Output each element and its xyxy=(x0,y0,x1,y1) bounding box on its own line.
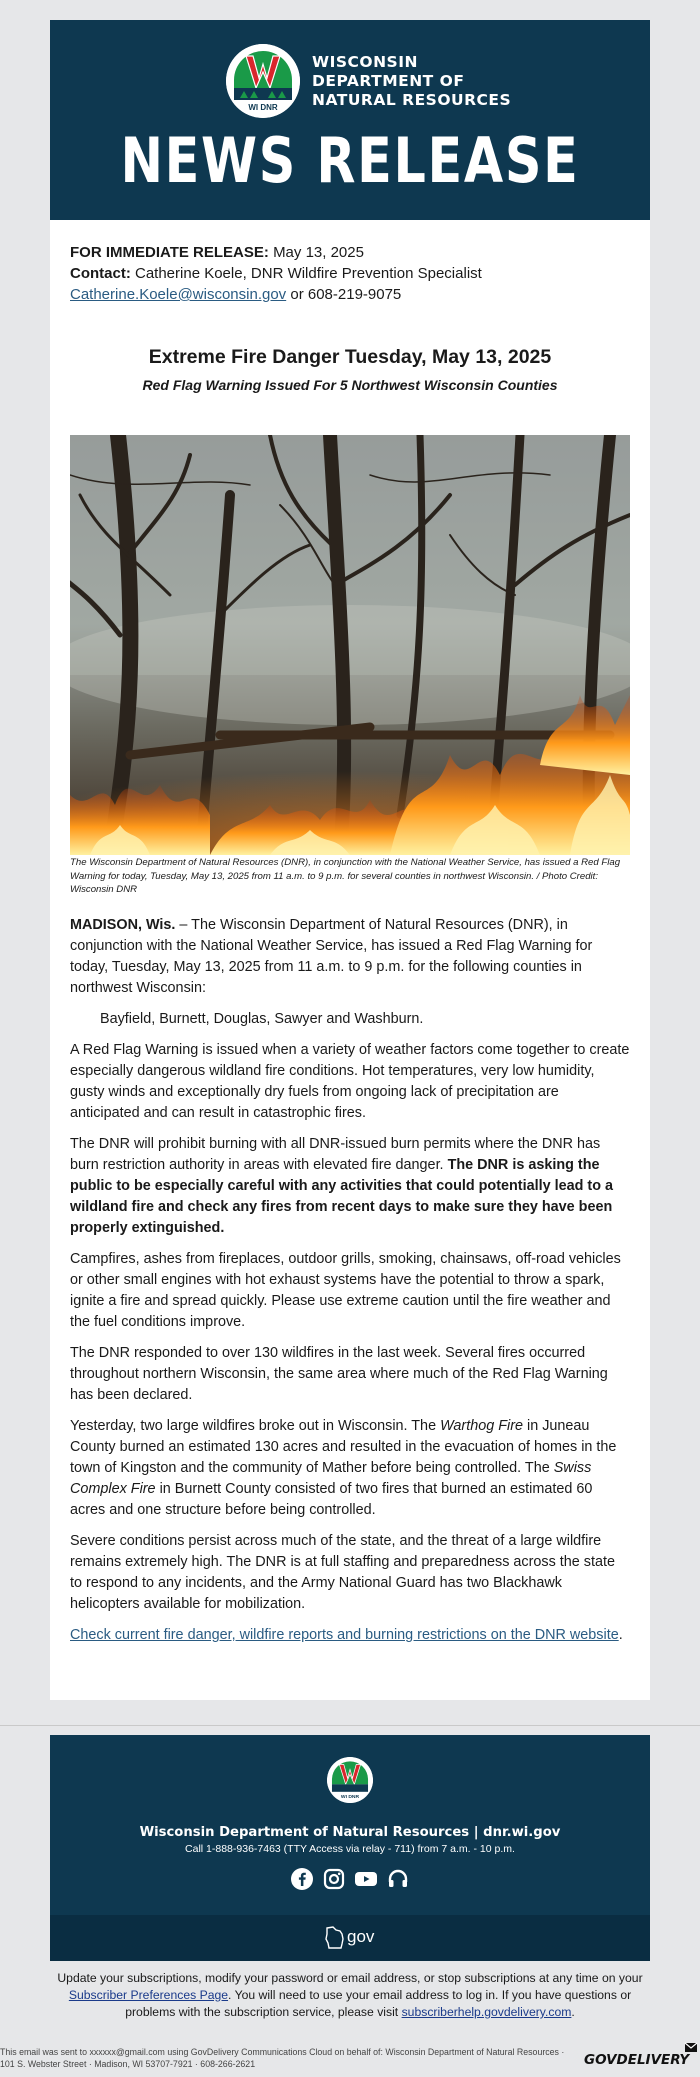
subscription-notice xyxy=(50,1970,650,2021)
youtube-icon[interactable] xyxy=(354,1867,378,1891)
paragraph-emphasis: The DNR is asking the public to be especially careful with any activities that could potentially lead to a wildland fire and check any fires from recent days to make sure they have been properly extinguished. xyxy=(70,1157,613,1236)
dnr-logo-icon xyxy=(327,1757,373,1803)
org-name xyxy=(312,53,511,110)
sender-info: This email was sent to xxxxxx@gmail.com using GovDelivery Communications Cloud on behalf of: Wisconsin Department of Natural Resources · 101 S. Webster Street · Madison, WI 53707-7921 · 608-266-2621 xyxy=(0,2047,565,2069)
fire-name: Warthog Fire xyxy=(440,1418,523,1434)
paragraph-burn-permits xyxy=(70,1134,630,1239)
paragraph-link xyxy=(70,1625,630,1646)
county-list: Bayfield, Burnett, Douglas, Sawyer and Washburn. xyxy=(100,1011,424,1027)
contact-phone: or 608-219-9075 xyxy=(286,286,402,303)
fire-danger-link[interactable]: Check current fire danger, wildfire reports and burning restrictions on the DNR website xyxy=(70,1627,619,1643)
footer-divider xyxy=(0,1725,700,1726)
wi-gov-mark[interactable] xyxy=(324,1925,374,1949)
subscriber-help-link[interactable]: subscriberhelp.govdelivery.com xyxy=(401,2005,572,2019)
subheadline: Red Flag Warning Issued For 5 Northwest Wisconsin Counties xyxy=(142,377,558,393)
social-links xyxy=(50,1867,650,1891)
paragraph-intro xyxy=(70,915,630,999)
govdelivery-envelope-icon xyxy=(684,2040,698,2058)
headline: Extreme Fire Danger Tuesday, May 13, 2025 xyxy=(148,346,552,368)
contact-name: Catherine Koele, DNR Wildfire Prevention Specialist xyxy=(135,265,482,282)
header-banner xyxy=(50,20,650,220)
paragraph-text: in Burnett County consisted of two fires that burned an estimated 60 acres and one structure before being controlled. xyxy=(70,1481,593,1518)
logo-text: WI DNR xyxy=(340,1795,360,1801)
footer-org-name: Wisconsin Department of Natural Resources | dnr.wi.gov xyxy=(139,1825,561,1840)
notice-text: . xyxy=(571,2005,575,2019)
facebook-icon[interactable] xyxy=(290,1867,314,1891)
dnr-logo-icon xyxy=(226,44,300,118)
footer-banner xyxy=(50,1735,650,1961)
org-name-line: NATURAL RESOURCES xyxy=(312,90,512,109)
contact-label: Contact: xyxy=(70,265,131,282)
govdelivery-logo[interactable]: GOVDELIVERY xyxy=(584,2052,690,2068)
dnr-logo xyxy=(226,44,300,118)
org-name-line: WISCONSIN xyxy=(312,52,418,71)
org-name-line: DEPARTMENT OF xyxy=(312,71,465,90)
subscriber-preferences-link[interactable]: Subscriber Preferences Page xyxy=(68,1988,229,2002)
dnr-logo-row xyxy=(226,44,511,118)
paragraph-red-flag: A Red Flag Warning is issued when a variety of weather factors come together to create especially dangerous wildland fire conditions. Hot temperatures, very low humidity, gusty winds and exceptionally dry fuels from ongoing lack of precipitation are anticipated and can result in catastrophic fires. xyxy=(70,1042,630,1121)
release-date: May 13, 2025 xyxy=(273,244,364,261)
news-release-card xyxy=(50,20,650,1700)
podcast-headphones-icon[interactable] xyxy=(386,1867,410,1891)
notice-text: Update your subscriptions, modify your password or email address, or stop subscriptions at any time on your xyxy=(57,1971,643,1985)
wisconsin-state-icon xyxy=(324,1925,346,1949)
wi-gov-bar xyxy=(50,1915,650,1961)
fire-name: Swiss Complex Fire xyxy=(70,1460,592,1497)
dateline: MADISON, Wis. xyxy=(70,917,176,933)
paragraph-text: The DNR will prohibit burning with all DNR-issued burn permits where the DNR has burn restriction authority in areas with elevated fire danger. xyxy=(70,1136,601,1173)
news-release-title: NEWS RELEASE xyxy=(120,124,580,197)
wildfire-photo xyxy=(70,435,630,855)
link-period: . xyxy=(618,1627,623,1643)
paragraph-response: The DNR responded to over 130 wildfires in the last week. Several fires occurred throughout northern Wisconsin, the same area where much of the Red Flag Warning has been declared. xyxy=(70,1345,608,1403)
paragraph-conditions: Severe conditions persist across much of the state, and the threat of a large wildfire remains extremely high. The DNR is at full staffing and preparedness across the state to respond to any incidents, and the Army National Guard has two Blackhawk helicopters available for mobilization. xyxy=(70,1533,615,1612)
notice-text: . You will need to use your email address to log in. If you have questions or problems with the subscription service, please visit xyxy=(125,1988,632,2019)
immediate-label: FOR IMMEDIATE RELEASE: xyxy=(70,244,269,261)
release-meta xyxy=(70,242,482,305)
photo-caption: The Wisconsin Department of Natural Resources (DNR), in conjunction with the National Weather Service, has issued a Red Flag Warning for today, Tuesday, May 13, 2025 from 11 a.m. to 9 p.m. for several counties in northwest Wisconsin. / Photo Credit: Wisconsin DNR xyxy=(70,857,621,895)
paragraph-text: in Juneau County burned an estimated 130 acres and resulted in the evacuation of homes in the town of Kingston and the community of Mather before being controlled. The xyxy=(70,1418,617,1476)
gov-text: gov xyxy=(347,1927,375,1946)
article-body xyxy=(70,915,630,1656)
logo-text: WI DNR xyxy=(248,103,278,112)
footer-dnr-logo xyxy=(327,1757,373,1803)
paragraph-causes: Campfires, ashes from fireplaces, outdoor grills, smoking, chainsaws, off-road vehicles or other small engines with hot exhaust systems have the potential to throw a spark, ignite a fire and spread quickly. Please use extreme caution until the fire weather and the fuel conditions improve. xyxy=(70,1251,621,1330)
instagram-icon[interactable] xyxy=(322,1867,346,1891)
paragraph-text: – The Wisconsin Department of Natural Resources (DNR), in conjunction with the National Weather Service, has issued a Red Flag Warning for today, Tuesday, May 13, 2025 from 11 a.m. to 9 p.m. for the following counties in northwest Wisconsin: xyxy=(70,917,593,996)
contact-email-link[interactable]: Catherine.Koele@wisconsin.gov xyxy=(70,286,287,303)
wildfire-image xyxy=(70,435,630,855)
paragraph-wildfires xyxy=(70,1416,630,1521)
paragraph-text: Yesterday, two large wildfires broke out in Wisconsin. The xyxy=(70,1418,441,1434)
footer-call-info: Call 1-888-936-7463 (TTY Access via relay - 711) from 7 a.m. - 10 p.m. xyxy=(185,1843,515,1855)
